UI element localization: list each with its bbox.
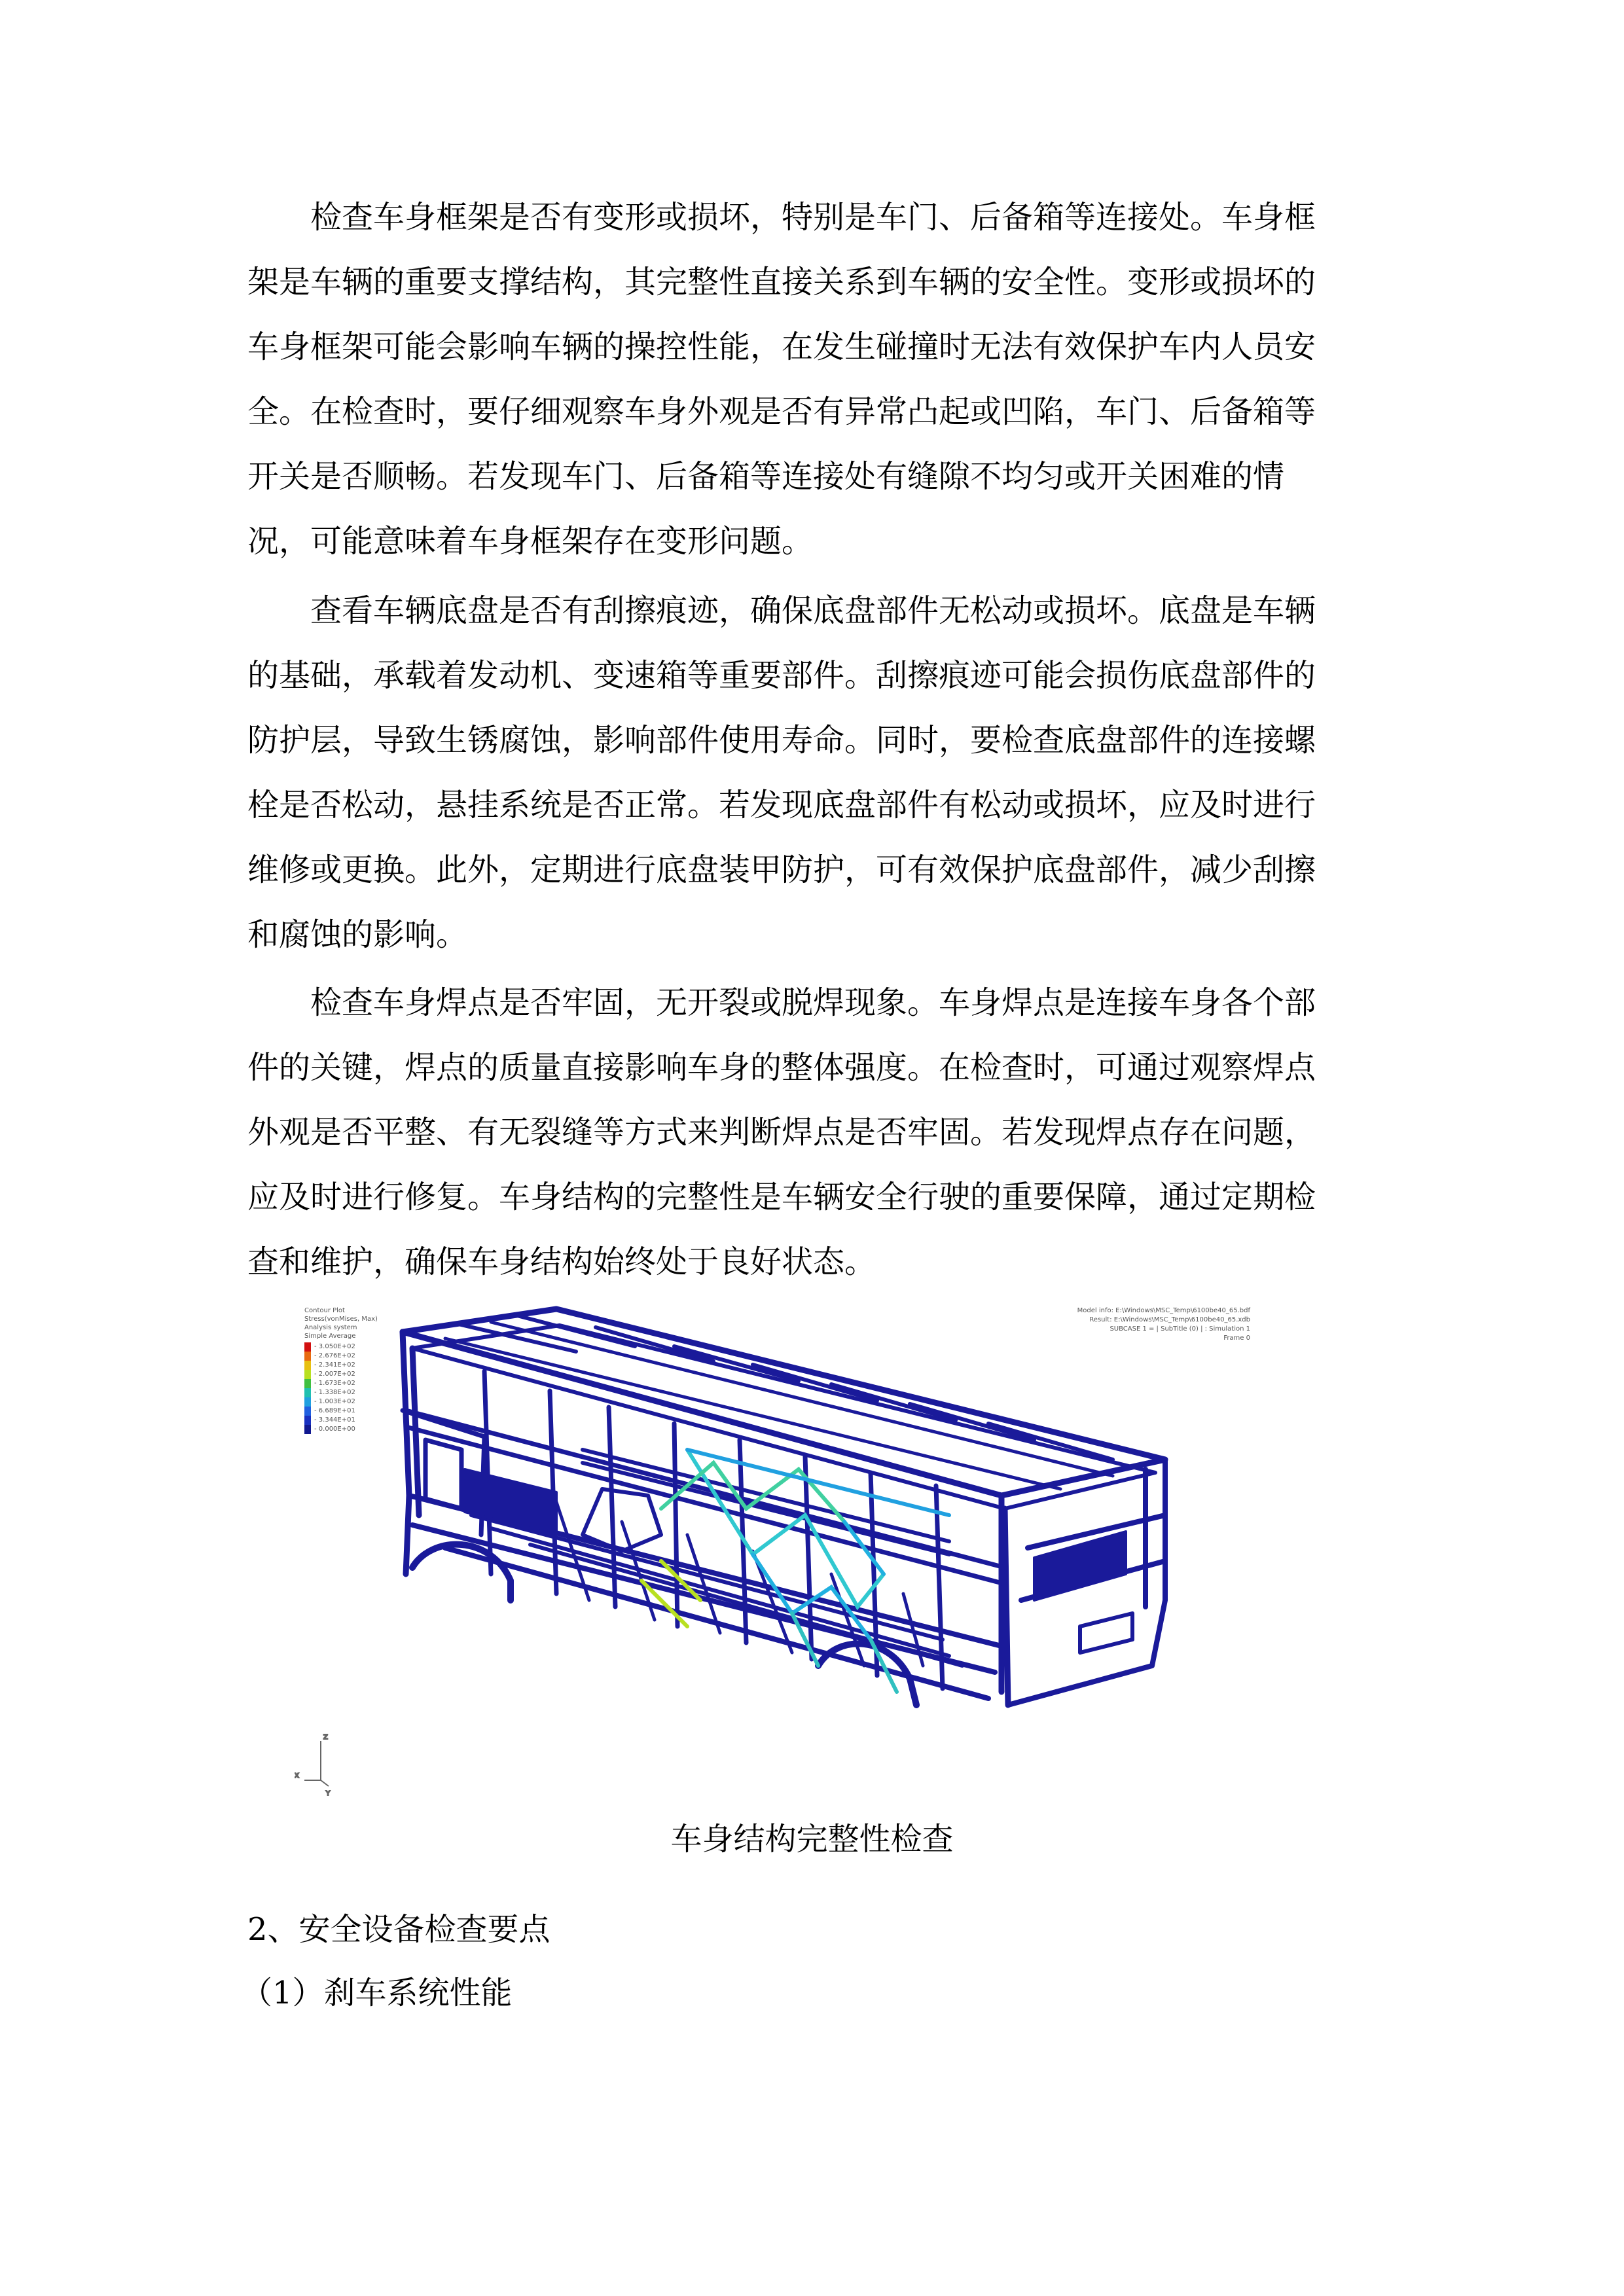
paragraph-line: 架是车辆的重要支撑结构，其完整性直接关系到车辆的安全性。变形或损坏的 <box>247 264 1316 300</box>
legend-value: - 1.673E+02 <box>314 1380 355 1387</box>
info-line: Result: E:\Windows\MSC_Temp\6100be40_65.xdb <box>1089 1316 1250 1323</box>
legend-value: - 2.007E+02 <box>314 1371 355 1378</box>
paragraph-line: 的基础，承载着发动机、变速箱等重要部件。刮擦痕迹可能会损伤底盘部件的 <box>247 657 1316 694</box>
axis-label-x: X <box>295 1772 299 1780</box>
paragraph-line: 外观是否平整、有无裂缝等方式来判断焊点是否牢固。若发现焊点存在问题， <box>247 1114 1316 1151</box>
legend-swatch <box>304 1379 311 1388</box>
paragraph-line: 开关是否顺畅。若发现车门、后备箱等连接处有缝隙不均匀或开关困难的情 <box>247 458 1285 495</box>
paragraph-line: 应及时进行修复。车身结构的完整性是车辆安全行驶的重要保障，通过定期检 <box>247 1179 1316 1215</box>
paragraph-line: 防护层，导致生锈腐蚀，影响部件使用寿命。同时，要检查底盘部件的连接螺 <box>247 722 1316 759</box>
legend-header-line: Contour Plot <box>304 1307 345 1314</box>
fea-bus-frame-figure <box>295 1299 1276 1803</box>
legend-swatch <box>304 1407 311 1416</box>
axis-label-z: Z <box>323 1734 328 1741</box>
legend-swatch <box>304 1361 311 1370</box>
legend-swatch <box>304 1388 311 1397</box>
paragraph-line: 查和维护，确保车身结构始终处于良好状态。 <box>247 1244 876 1280</box>
legend-swatch <box>304 1397 311 1407</box>
legend-value: - 2.341E+02 <box>314 1361 355 1369</box>
legend-value: - 1.338E+02 <box>314 1389 355 1396</box>
axis-label-y: Y <box>326 1790 331 1797</box>
legend-value: - 6.689E+01 <box>314 1407 355 1414</box>
info-line: Frame 0 <box>1223 1335 1250 1342</box>
contour-legend <box>304 1307 378 1434</box>
paragraph-line: 况，可能意味着车身框架存在变形问题。 <box>247 523 814 560</box>
legend-swatch <box>304 1342 311 1352</box>
legend-header-line: Stress(vonMises, Max) <box>304 1316 378 1323</box>
paragraph-line: 查看车辆底盘是否有刮擦痕迹，确保底盘部件无松动或损坏。底盘是车辆 <box>310 592 1316 629</box>
axis-triad <box>295 1734 331 1797</box>
legend-swatch <box>304 1425 311 1434</box>
subsection-heading: （1）刹车系统性能 <box>241 1975 513 2011</box>
paragraph-body-frame <box>247 185 1381 574</box>
paragraph-line: 检查车身框架是否有变形或损坏，特别是车门、后备箱等连接处。车身框 <box>310 199 1316 236</box>
legend-header-line: Analysis system <box>304 1324 357 1331</box>
legend-value: - 2.676E+02 <box>314 1352 355 1359</box>
paragraph-line: 车身框架可能会影响车辆的操控性能，在发生碰撞时无法有效保护车内人员安 <box>247 329 1316 365</box>
legend-swatch <box>304 1370 311 1379</box>
legend-value: - 1.003E+02 <box>314 1398 355 1405</box>
paragraph-line: 件的关键，焊点的质量直接影响车身的整体强度。在检查时，可通过观察焊点 <box>247 1049 1316 1086</box>
legend-value: - 0.000E+00 <box>314 1426 355 1433</box>
result-info <box>1077 1307 1251 1342</box>
info-line: Model info: E:\Windows\MSC_Temp\6100be40_65.bdf <box>1077 1307 1250 1314</box>
paragraph-line: 栓是否松动，悬挂系统是否正常。若发现底盘部件有松动或损坏，应及时进行 <box>247 787 1316 823</box>
legend-value: - 3.344E+01 <box>314 1416 355 1424</box>
legend-swatch <box>304 1416 311 1425</box>
paragraph-chassis <box>247 579 1381 967</box>
legend-value: - 3.050E+02 <box>314 1343 355 1350</box>
info-line: SUBCASE 1 = | SubTitle (0) | : Simulation 1 <box>1110 1325 1250 1333</box>
section-heading: 2、安全设备检查要点 <box>247 1911 550 1948</box>
paragraph-line: 维修或更换。此外，定期进行底盘装甲防护，可有效保护底盘部件，减少刮擦 <box>247 852 1316 888</box>
legend-swatch <box>304 1352 311 1361</box>
paragraph-line: 检查车身焊点是否牢固，无开裂或脱焊现象。车身焊点是连接车身各个部 <box>310 984 1316 1021</box>
bus-frame-model <box>403 1309 1165 1705</box>
figure-caption: 车身结构完整性检查 <box>670 1821 954 1857</box>
paragraph-welds <box>247 971 1381 1295</box>
paragraph-line: 全。在检查时，要仔细观察车身外观是否有异常凸起或凹陷，车门、后备箱等 <box>247 393 1316 430</box>
paragraph-line: 和腐蚀的影响。 <box>247 916 468 953</box>
legend-header-line: Simple Average <box>304 1333 356 1340</box>
